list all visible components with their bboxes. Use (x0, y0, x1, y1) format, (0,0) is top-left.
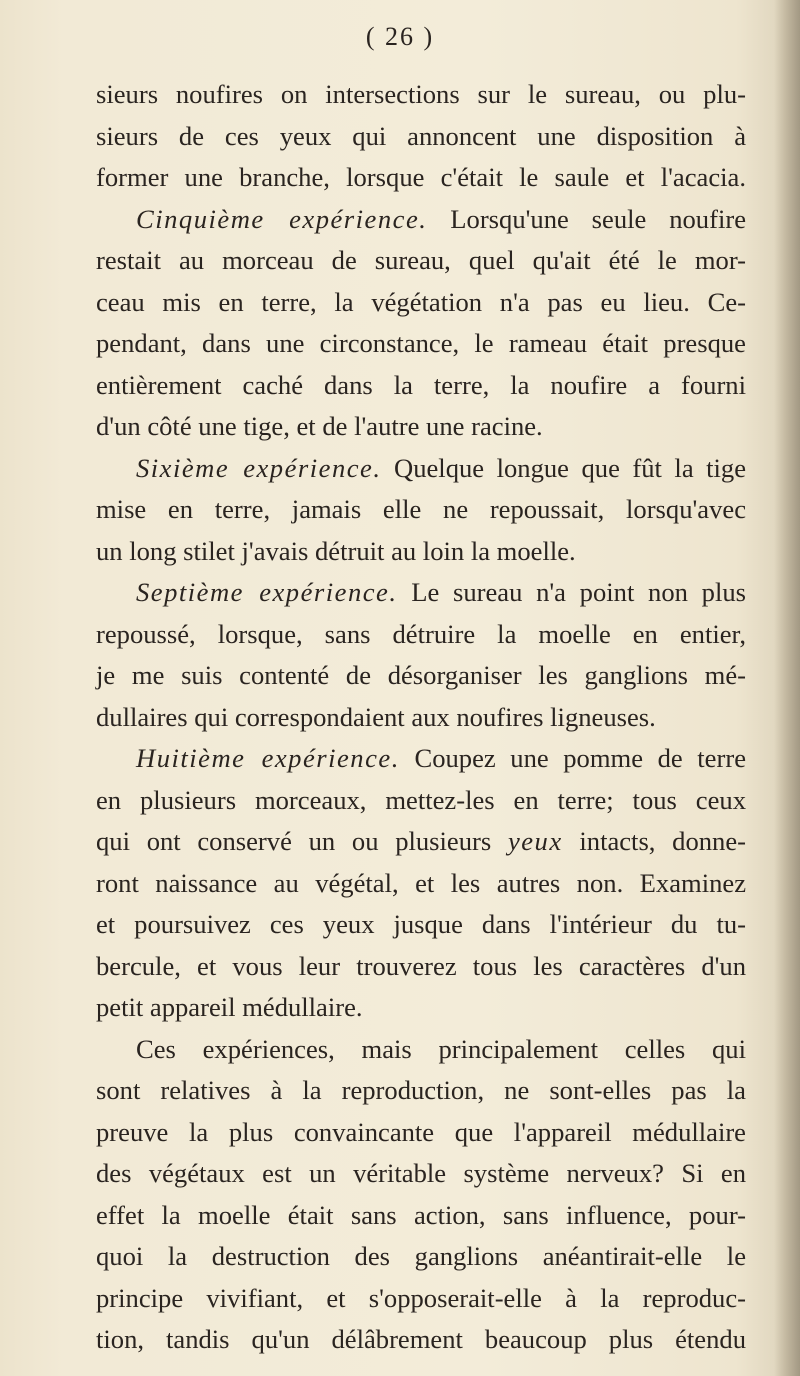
text-line: un long stilet j'avais détruit au loin la moelle. (96, 535, 576, 566)
italic-word: yeux (507, 826, 563, 856)
experiment-heading: Septième expérience. (136, 577, 398, 607)
page-number: ( 26 ) (365, 22, 435, 51)
heading-continuation: Quelque longue que fût la tige (381, 452, 746, 483)
text-line: principe vivifiant, et s'opposerait-elle à la reproduc- (96, 1282, 746, 1313)
text-line: pendant, dans une circonstance, le rameau était presque (96, 328, 746, 358)
text-line (96, 199, 746, 241)
heading-continuation: Lorsqu'une seule noufire (427, 203, 746, 234)
text-line: effet la moelle était sans action, sans influence, pour- (96, 1199, 746, 1230)
experiment-heading: Cinquième expérience. (136, 203, 428, 234)
experiment-heading: Huitième expérience. (136, 743, 400, 773)
text-line: entièrement caché dans la terre, la noufire a fourni (96, 369, 746, 400)
text-line: mise en terre, jamais elle ne repoussait, lorsqu'avec (96, 494, 746, 524)
page-gutter-shadow (774, 0, 800, 1376)
heading-continuation: Coupez une pomme de terre (399, 743, 747, 773)
text-line: ceau mis en terre, la végétation n'a pas eu lieu. Ce- (96, 286, 746, 317)
text-line (96, 572, 746, 614)
text-line: tion, tandis qu'un délâbrement beaucoup plus étendu (96, 1324, 746, 1354)
body-text (96, 74, 746, 1361)
text-line: former une branche, lorsque c'était le saule et l'acacia. (96, 162, 746, 192)
text-line: petit appareil médullaire. (96, 992, 363, 1022)
text-line: sieurs de ces yeux qui annoncent une disposition à (96, 120, 746, 151)
text-line: repoussé, lorsque, sans détruire la moelle en entier, (96, 618, 746, 649)
text-segment: intacts, donne- (562, 826, 747, 856)
text-line (96, 821, 746, 863)
text-line: preuve la plus convaincante que l'appareil médullaire (96, 1116, 746, 1147)
text-line: restait au morceau de sureau, quel qu'ait été le mor- (96, 245, 746, 275)
text-line: bercule, et vous leur trouverez tous les caractères d'un (96, 950, 746, 981)
text-line: je me suis contenté de désorganiser les ganglions mé- (96, 660, 746, 690)
text-segment: qui ont conservé un ou plusieurs (96, 826, 508, 856)
text-line: quoi la destruction des ganglions anéantirait-elle le (96, 1241, 746, 1271)
heading-continuation: Le sureau n'a point non plus (397, 577, 746, 607)
text-line: dullaires qui correspondaient aux noufires ligneuses. (96, 701, 656, 732)
text-line: en plusieurs morceaux, mettez-les en terre; tous ceux (96, 784, 746, 815)
text-line: des végétaux est un véritable système nerveux? Si en (96, 1158, 746, 1188)
text-line: d'un côté une tige, et de l'autre une racine. (96, 411, 543, 441)
text-line: sont relatives à la reproduction, ne sont-elles pas la (96, 1075, 746, 1105)
text-line: ront naissance au végétal, et les autres non. Examinez (96, 867, 746, 898)
text-line (96, 738, 746, 780)
text-line: et poursuivez ces yeux jusque dans l'intérieur du tu- (96, 909, 746, 939)
text-line (96, 448, 746, 490)
experiment-heading: Sixième expérience. (136, 452, 382, 483)
text-line: sieurs noufires on intersections sur le sureau, ou plu- (96, 79, 746, 109)
text-line: Ces expériences, mais principalement celles qui (136, 1033, 746, 1064)
